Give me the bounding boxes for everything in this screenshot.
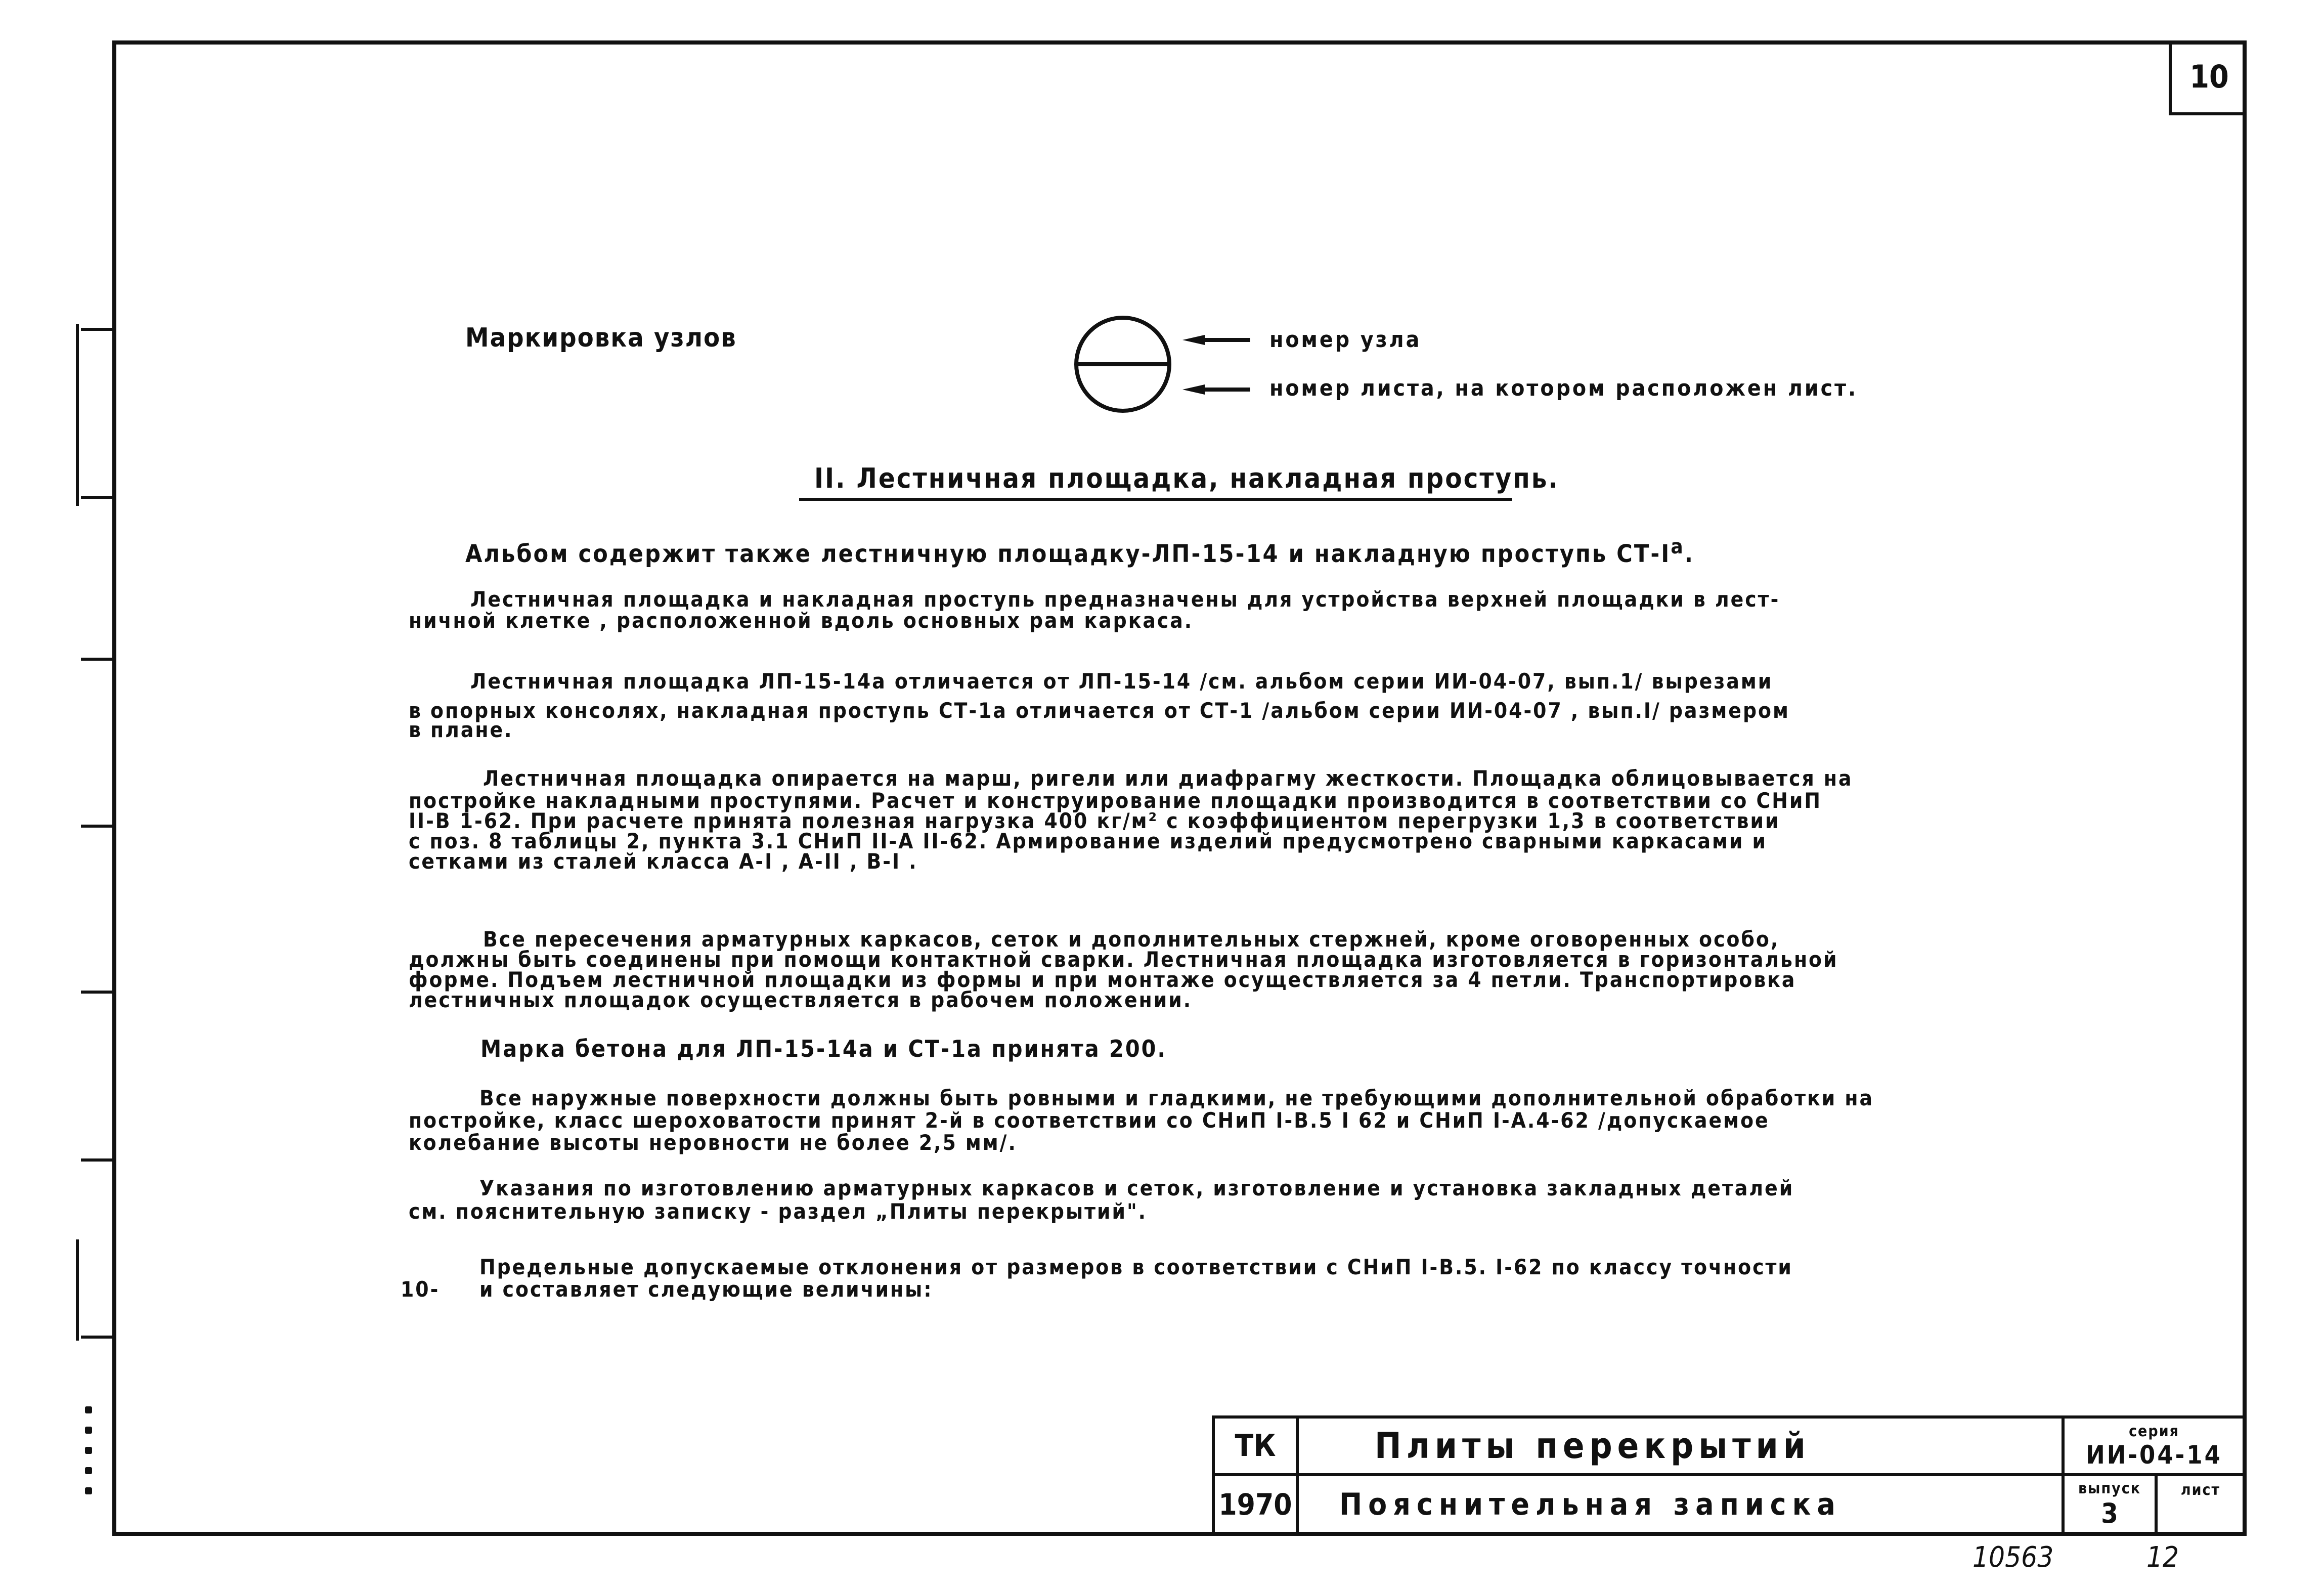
node-marking-symbol: [1072, 314, 1285, 415]
title-block-year: [1212, 1473, 1299, 1536]
title-block-org: [1212, 1415, 1299, 1476]
binding-mark: [81, 825, 112, 828]
sheet-number: 10: [2189, 58, 2229, 95]
paragraph-design-line-4: с поз. 8 таблицы 2, пункта 3.1 СНиП II-А II-62. Армирование изделий предусмотрено сварными каркасами и: [409, 829, 1767, 853]
paragraph-surface-line-2: постройке, класс шероховатости принят 2-й в соответствии со СНиП I-В.5 I 62 и СНиП I-А.4-62 /допускаемое: [409, 1108, 1770, 1133]
arrow-upper-icon: [1182, 335, 1205, 345]
section-title: II. Лестничная площадка, накладная проступь.: [814, 462, 1559, 494]
document-subtitle: Пояснительная записка: [1339, 1487, 1841, 1522]
paragraph-purpose-line-1: Лестничная площадка и накладная проступь предназначены для устройства верхней площадки в лест-: [470, 587, 1780, 612]
sheet-number-box: [2169, 40, 2247, 115]
paragraph-tolerances-prefix: 10-: [401, 1277, 440, 1302]
title-block-main: [1296, 1415, 2065, 1476]
title-block-sub: [1296, 1473, 2065, 1536]
paragraph-instructions-line-2: см. пояснительную записку - раздел „Плиты перекрытий".: [409, 1199, 1148, 1224]
paragraph-difference-line-2: в опорных консолях, накладная проступь СТ-1а отличается от СТ-1 /альбом серии ИИ-04-07 , вып.I/ размером: [409, 698, 1790, 723]
margin-stamp-mark: [85, 1427, 92, 1434]
paragraph-concrete-grade: Марка бетона для ЛП-15-14а и СТ-1а принята 200.: [480, 1035, 1167, 1062]
paragraph-text: Альбом содержит также лестничную площадку-ЛП-15-14 и накладную проступь СТ-I: [465, 540, 1671, 568]
binding-mark: [81, 496, 112, 499]
binding-mark: [81, 1336, 112, 1339]
paragraph-welding-line-3: форме. Подъем лестничной площадки из формы и при монтаже осуществляется за 4 петли. Транспортировка: [409, 967, 1796, 992]
node-marking-heading: Маркировка узлов: [465, 323, 737, 353]
binding-bracket: [76, 324, 79, 506]
title-block-issue: [2062, 1473, 2158, 1536]
margin-stamp-mark: [85, 1467, 92, 1474]
paragraph-design-line-5: сетками из сталей класса А-I , А-II , В-I .: [409, 849, 918, 874]
paragraph-design-line-2: постройке накладными проступями. Расчет и конструирование площадки производится в соответствии со СНиП: [409, 788, 1822, 813]
paragraph-end: .: [1684, 540, 1694, 568]
paragraph-welding-line-2: должны быть соединены при помощи контактной сварки. Лестничная площадка изготовляется в горизонтальной: [409, 947, 1838, 972]
binding-mark: [81, 328, 112, 331]
paragraph-album-contents: [465, 535, 1694, 568]
paragraph-tolerances-line-2: и составляет следующие величины:: [479, 1277, 933, 1302]
paragraph-purpose-line-2: ничной клетке , расположенной вдоль основных рам каркаса.: [409, 608, 1194, 633]
year: 1970: [1218, 1487, 1292, 1522]
issue-value: 3: [2101, 1497, 2118, 1529]
inventory-number: 10563: [1972, 1541, 2054, 1574]
binding-bracket-lower: [76, 1239, 79, 1341]
binding-mark: [81, 991, 112, 994]
paragraph-surface-line-3: колебание высоты неровности не более 2,5 мм/.: [409, 1130, 1017, 1155]
title-block: [1212, 1415, 2247, 1536]
paragraph-design-line-1: Лестничная площадка опирается на марш, ригели или диафрагму жесткости. Площадка облицовывается на: [483, 766, 1853, 791]
legend-node-number: номер узла: [1269, 327, 1422, 353]
section-title-underline: [799, 498, 1512, 501]
issue-label: выпуск: [2078, 1480, 2141, 1497]
paragraph-tolerances-line-1: Предельные допускаемые отклонения от размеров в соответствии с СНиП I-В.5. I-62 по классу точности: [479, 1255, 1793, 1279]
arrow-lower-icon: [1182, 384, 1205, 395]
paragraph-welding-line-1: Все пересечения арматурных каркасов, сеток и дополнительных стержней, кроме оговоренных особо,: [483, 927, 1780, 952]
legend-sheet-number: номер листа, на котором расположен лист.: [1269, 375, 1858, 401]
title-block-series: [2062, 1415, 2247, 1476]
series-value: ИИ-04-14: [2086, 1440, 2222, 1470]
margin-stamp-mark: [85, 1447, 92, 1454]
paragraph-difference-line-1: Лестничная площадка ЛП-15-14а отличается от ЛП-15-14 /см. альбом серии ИИ-04-07, вып.1/ вырезами: [470, 669, 1773, 694]
paragraph-surface-line-1: Все наружные поверхности должны быть ровными и гладкими, не требующими дополнительной обработки на: [479, 1086, 1874, 1110]
margin-stamp-mark: [85, 1487, 92, 1494]
title-block-sheet: [2155, 1473, 2247, 1536]
binding-mark: [81, 1158, 112, 1162]
series-label: серия: [2129, 1422, 2179, 1440]
paragraph-difference-line-3: в плане.: [409, 717, 513, 742]
superscript-a: а: [1671, 535, 1685, 559]
page-number: 12: [2146, 1541, 2179, 1574]
margin-stamp-mark: [85, 1406, 92, 1413]
paragraph-design-line-3: II-В 1-62. При расчете принята полезная нагрузка 400 кг/м² с коэффициентом перегрузки 1,3 в соответствии: [409, 808, 1780, 833]
paragraph-instructions-line-1: Указания по изготовлению арматурных каркасов и сеток, изготовление и установка закладных деталей: [479, 1176, 1794, 1200]
org-code: ТК: [1235, 1428, 1276, 1464]
document-title: Плиты перекрытий: [1375, 1425, 1811, 1467]
binding-mark: [81, 658, 112, 661]
sheet-label: лист: [2180, 1481, 2221, 1499]
paragraph-welding-line-4: лестничных площадок осуществляется в рабочем положении.: [409, 987, 1193, 1012]
